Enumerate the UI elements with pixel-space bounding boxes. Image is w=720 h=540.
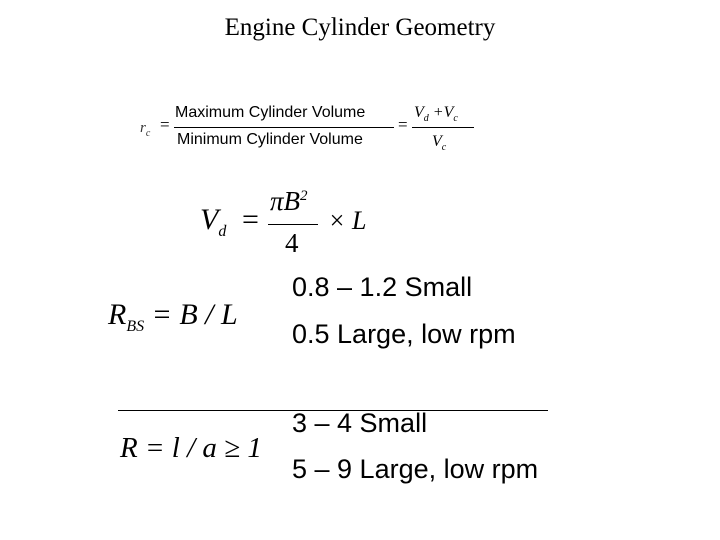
bs-lhs-sub: BS <box>126 318 145 335</box>
cr-equals-sign-2: = <box>398 115 408 134</box>
vd-numerator-exponent: 2 <box>300 188 308 204</box>
cr-den-sub: c <box>441 142 447 154</box>
vd-times-stroke: × L <box>328 206 367 235</box>
cr-vd-sub: d <box>423 113 429 125</box>
vd-equals-sign: = <box>242 203 259 236</box>
rr-option-small: 3 – 4 Small <box>292 408 428 438</box>
cr-plus: + <box>432 104 444 121</box>
cr-numerator: Maximum Cylinder Volume <box>175 104 366 121</box>
vd-lhs-v: V <box>200 203 219 236</box>
cr-rhs-numerator <box>414 104 458 124</box>
cr-denominator: Minimum Cylinder Volume <box>177 131 363 148</box>
cr-rhs-denominator <box>432 133 446 153</box>
cr-vc-sub: c <box>453 113 458 125</box>
cr-vd-v: V <box>414 104 424 121</box>
cr-symbol-sub: c <box>145 128 151 139</box>
cr-rhs-fraction-bar <box>412 127 474 128</box>
vd-numerator <box>270 186 308 217</box>
bs-lhs-r: R <box>108 298 127 331</box>
vd-lhs-sub: d <box>218 223 227 240</box>
cr-vc-v: V <box>443 104 454 121</box>
vd-numerator-text: πB <box>270 186 301 216</box>
rr-option-large: 5 – 9 Large, low rpm <box>292 454 539 484</box>
slide-title: Engine Cylinder Geometry <box>224 14 496 41</box>
cr-equals-sign: = <box>160 115 170 134</box>
cr-den-v: V <box>432 133 442 150</box>
compression-ratio-symbol <box>140 120 150 139</box>
bs-option-small: 0.8 – 1.2 Small <box>292 272 473 302</box>
vd-fraction-bar <box>268 224 318 225</box>
bs-rhs: = B / L <box>151 298 238 331</box>
vd-denominator: 4 <box>285 228 299 258</box>
bs-option-large: 0.5 Large, low rpm <box>292 319 516 349</box>
cr-symbol-main: r <box>140 120 146 136</box>
vd-lhs <box>200 203 226 241</box>
bs-equation <box>108 298 238 336</box>
rr-equation: R = l / a ≥ 1 <box>120 432 262 464</box>
cr-fraction-bar <box>174 127 394 128</box>
